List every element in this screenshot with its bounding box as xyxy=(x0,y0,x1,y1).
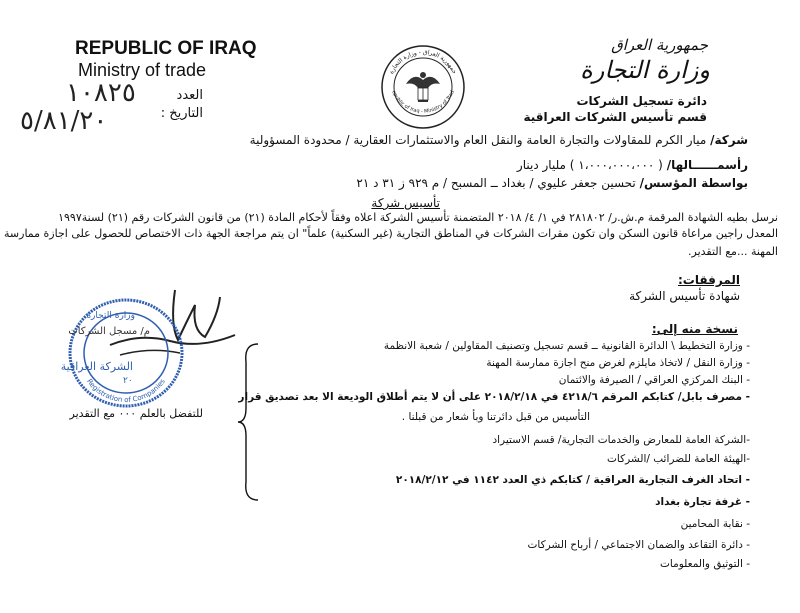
republic-heading: REPUBLIC OF IRAQ xyxy=(75,38,257,59)
svg-text:جمهورية العراق - وزارة التجارة: جمهورية العراق - وزارة التجارة xyxy=(387,48,458,76)
date-handwritten: ٥/٨١/٢٠ xyxy=(20,106,108,136)
copy-item-3: - البنك المركزي العراقي / الصيرفة والائتمان xyxy=(558,374,750,386)
capital-line xyxy=(517,158,748,172)
company-name-line xyxy=(250,133,748,147)
attachments-label: المرفقات: xyxy=(678,273,740,287)
stamp-number: ٢٠ xyxy=(123,376,133,386)
founder-line xyxy=(356,176,748,190)
curly-brace xyxy=(236,342,260,502)
capital-value: ( ١،٠٠٠،٠٠٠،٠٠٠ ) مليار دينار xyxy=(516,158,663,172)
signature-note: للتفضل بالعلم ٠٠٠ مع التقدير xyxy=(69,407,203,420)
body-line-1: نرسل بطيه الشهادة المرقمة م.ش.ر/ ٢٨١٨٠٢ في ١/ ٤/ ٢٠١٨ المتضمنة تأسيس الشركة اعلاه وفقاً لأحكام المادة (٢١) من قانون الشركات رقم (٢١) لسنة١٩٩٧ xyxy=(58,211,778,224)
svg-text:Republic of Iraq - Ministry of: epublic of Iraq - Ministry of Trad xyxy=(390,89,456,115)
founder-label: بواسطة المؤسس/ xyxy=(639,176,748,190)
body-line-3: المهنة ...مع التقدير. xyxy=(688,245,778,258)
copy-item-11: - التوثيق والمعلومات xyxy=(660,558,750,570)
section: قسم تأسيس الشركات العراقية xyxy=(523,110,707,124)
ministry-emblem xyxy=(380,44,466,130)
copy-item-4-cont: التأسيس من قبل دائرتنا وبأ شعار من قبلنا . xyxy=(401,411,590,423)
copy-item-6: -الهيئة العامة للضرائب /الشركات xyxy=(607,453,750,465)
stamp-dept: م/ مسجل الشركات xyxy=(68,326,150,337)
capital-label: رأسمــــــالها/ xyxy=(666,158,748,172)
copy-item-5: -الشركة العامة للمعارض والخدمات التجارية/ قسم الاستيراد xyxy=(492,434,750,446)
ministry-en-heading: Ministry of trade xyxy=(78,60,207,80)
subject: تأسيس شركة xyxy=(371,196,440,210)
attachments-item: شهادة تأسيس الشركة xyxy=(629,289,740,303)
ministry-ar-line1: جمهورية العراق xyxy=(611,36,708,54)
copy-item-7: - اتحاد الغرف التجارية العراقية / كتابكم ذي العدد ١١٤٢ في ٢٠١٨/٢/١٢ xyxy=(395,474,750,486)
stamp-ministry: وزارة التجارة xyxy=(86,311,135,321)
body-line-2: المعدل راجين مراعاة قانون السكن وان تكون مقرات الشركات في المناطق التجارية (غير السكنية) علماً" ان يتم مراجعة الجهة ذات الاختصاص للحصول على اجازة ممارسة xyxy=(4,227,778,240)
svg-text:Registration of Companies: Registration of Companies xyxy=(85,377,167,404)
copies-label: نسخة منه إلى: xyxy=(651,322,738,336)
date-label: التاريخ : xyxy=(160,106,203,121)
copy-item-2: - وزارة النقل / لاتخاذ مايلزم لغرض منح اجازة ممارسة المهنة xyxy=(486,357,750,369)
company-name-label: شركة/ xyxy=(710,133,748,147)
eagle-emblem-icon xyxy=(380,44,466,130)
stamp-company: الشركة العراقية xyxy=(60,360,133,373)
copy-item-4: - مصرف بابل/ كتابكم المرقم ٤٢١٨/٦ في ٢٠١٨/٢/١٨ على أن لا يتم أطلاق الوديعة الا بعد تصديق قرار xyxy=(238,391,750,403)
copy-item-1: - وزارة التخطيط \ الدائرة القانونية ــ قسم تسجيل وتصنيف المقاولين / شعبة الانظمة xyxy=(383,340,750,352)
copy-item-9: - نقابة المحامين xyxy=(680,518,750,530)
directorate: دائرة تسجيل الشركات xyxy=(576,94,707,108)
copy-item-8: - غرفة تجارة بغداد xyxy=(655,496,750,508)
number-label: العدد xyxy=(176,88,203,103)
company-name-value: ميار الكرم للمقاولات والتجارة العامة والنقل العام والاستثمارات العقارية / محدودة المسؤولية xyxy=(249,133,707,147)
number-handwritten: ١٠٨٢٥ xyxy=(66,78,136,108)
founder-value: تحسين جعفر عليوي / بغداد ــ المسبح / م ٩٢٩ ز ٣١ د ٢١ xyxy=(356,176,636,190)
copy-item-10: - دائرة التقاعد والضمان الاجتماعي / أرباح الشركات xyxy=(527,539,750,551)
ministry-ar-line2: وزارة التجارة xyxy=(580,56,710,84)
